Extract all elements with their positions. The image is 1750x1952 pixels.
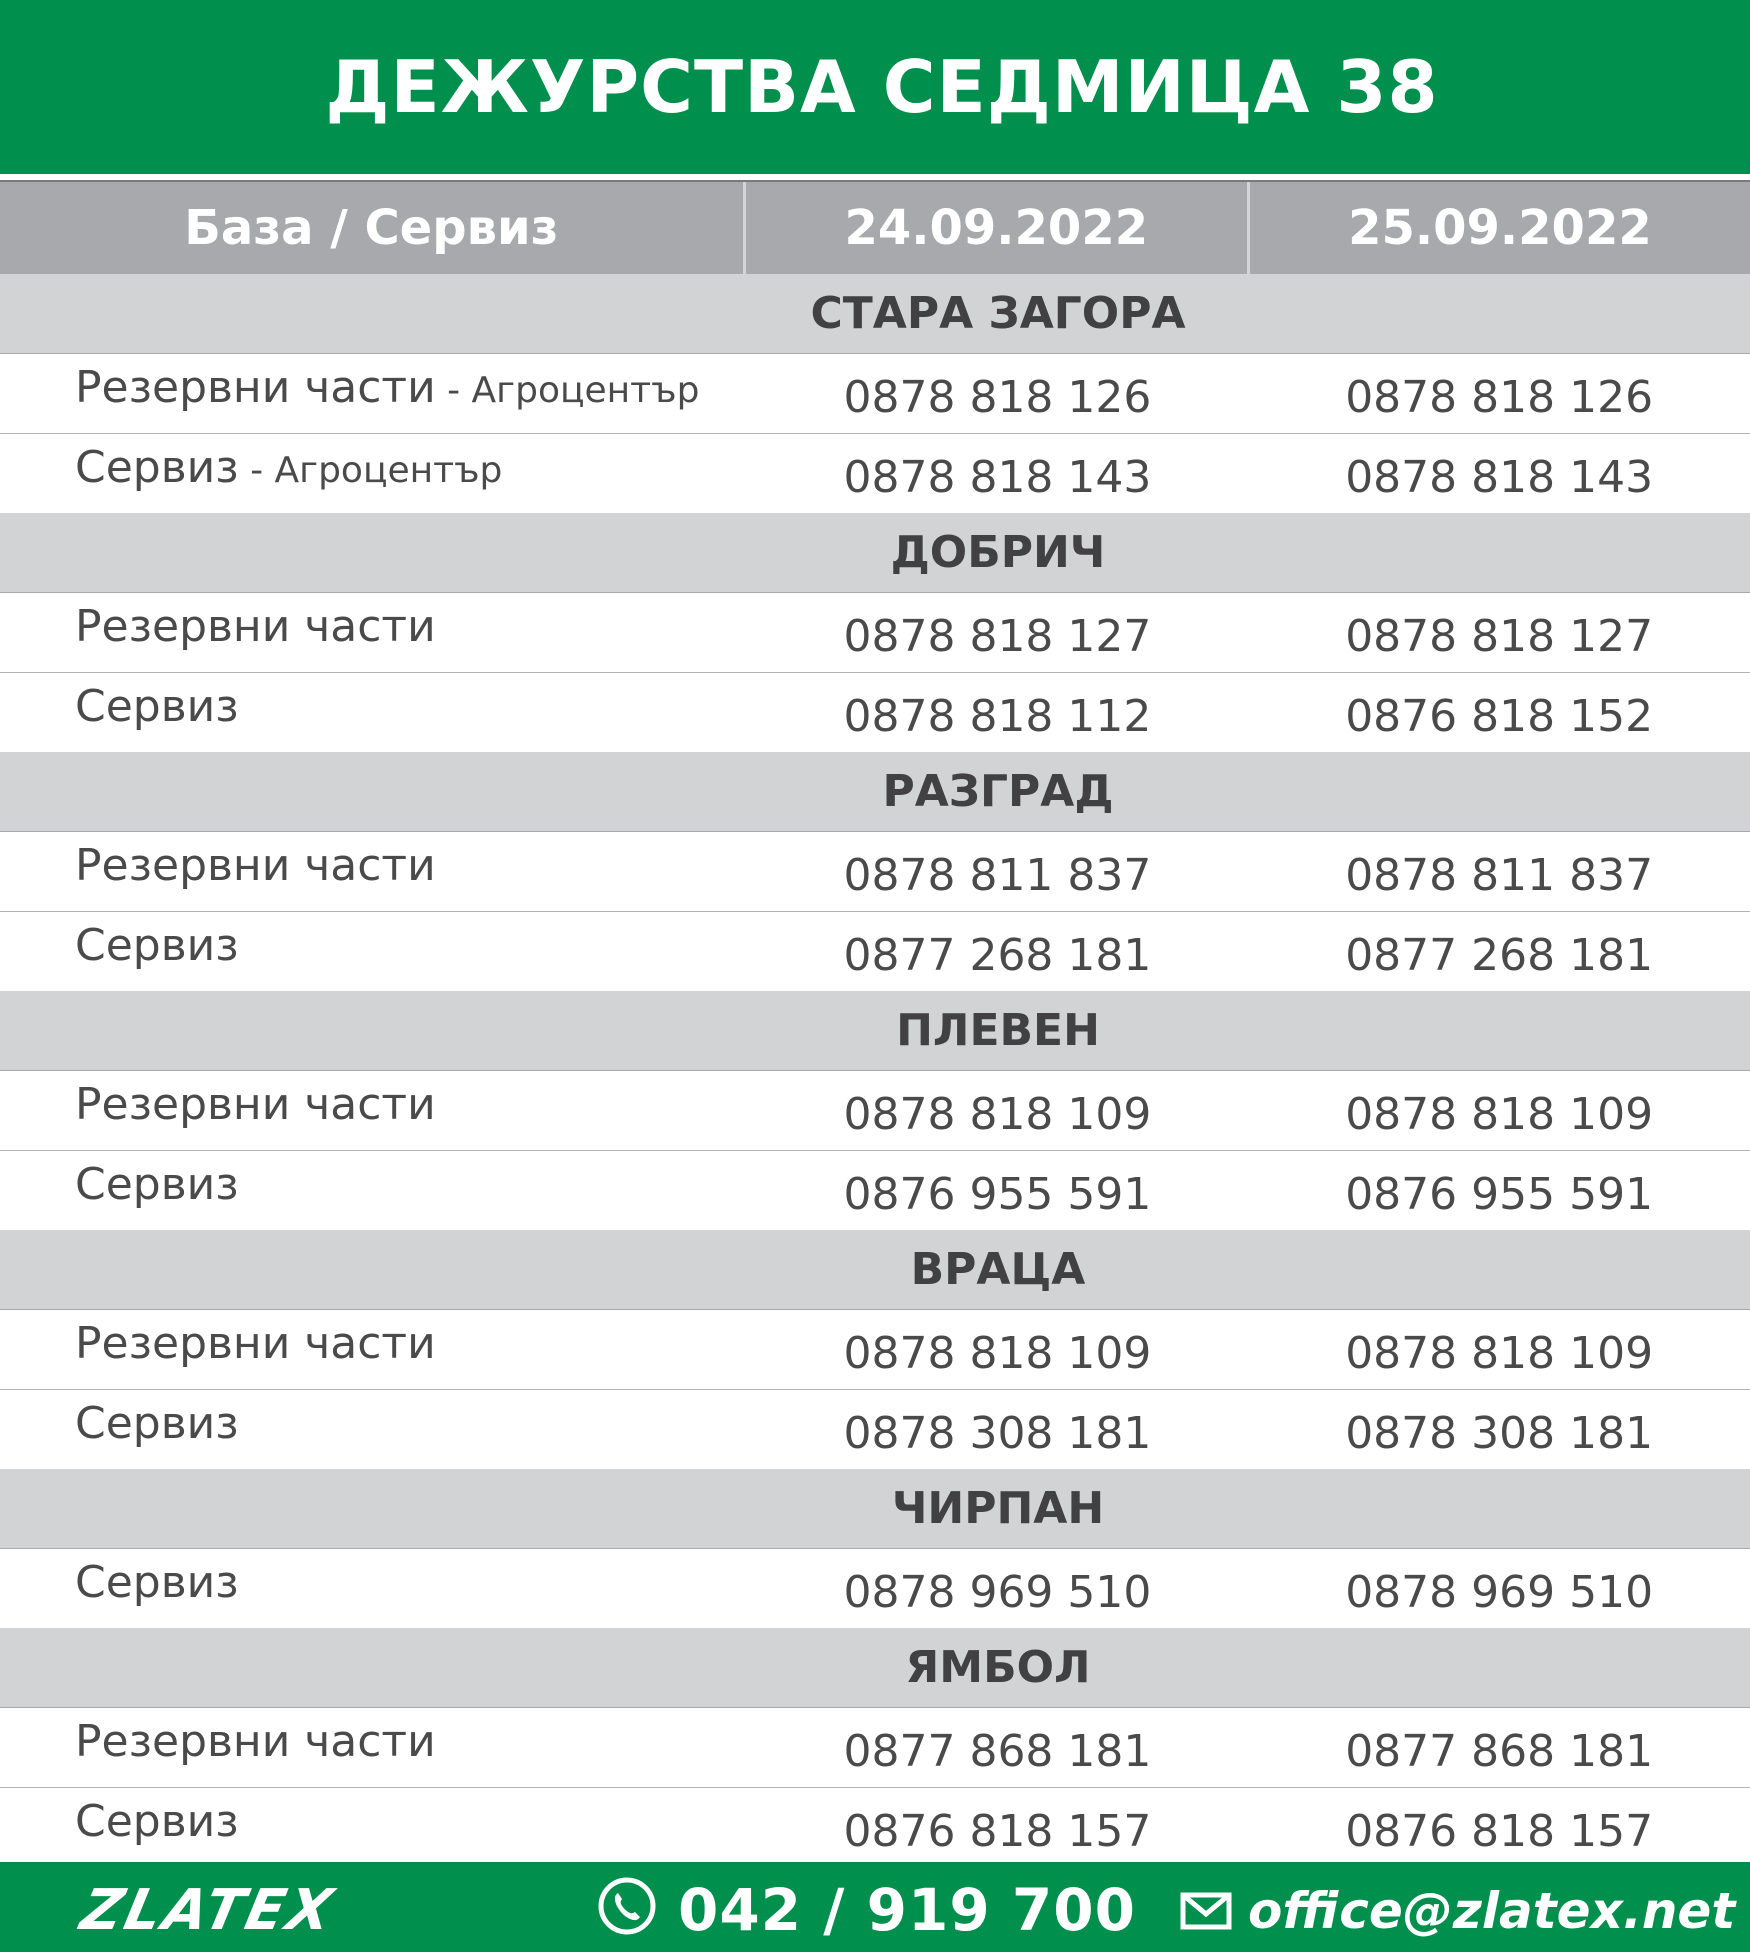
row-label-main: Сервиз (75, 920, 239, 971)
city-name: ДОБРИЧ (890, 527, 1106, 578)
city-name: ЯМБОЛ (905, 1642, 1091, 1693)
phone-cell-date-2: 0878 308 181 (1345, 1408, 1654, 1459)
row-label-main: Резервни части (75, 840, 436, 891)
row-label-main: Сервиз (75, 681, 239, 732)
row-label-main: Резервни части (75, 362, 436, 413)
section-row (0, 274, 1750, 354)
phone-cell-date-2: 0878 818 127 (1345, 611, 1654, 662)
phone-cell-date-2: 0878 818 109 (1345, 1328, 1654, 1379)
table-row (0, 1310, 1750, 1390)
table-header (0, 182, 1750, 274)
phone-cell-date-2: 0878 818 109 (1345, 1089, 1654, 1140)
row-label-main: Сервиз (75, 442, 239, 493)
phone-cell-date-2: 0876 818 152 (1345, 691, 1654, 742)
table-row (0, 1549, 1750, 1628)
row-label (0, 840, 747, 891)
row-label-location: - Агроцентър (238, 450, 503, 491)
phone-cell-date-1: 0878 818 143 (843, 452, 1152, 503)
row-label-main: Резервни части (75, 601, 436, 652)
phone-cell-date-2: 0878 818 126 (1345, 372, 1654, 423)
table-body (0, 274, 1750, 1867)
row-label-main: Сервиз (75, 1398, 239, 1449)
envelope-icon (1180, 1892, 1232, 1930)
table-row (0, 354, 1750, 434)
phone-cell-date-2: 0877 868 181 (1345, 1726, 1654, 1777)
phone-cell-date-1: 0878 818 112 (843, 691, 1152, 742)
table-row (0, 1708, 1750, 1788)
row-label-location: - Агроцентър (435, 370, 700, 411)
table-row (0, 1071, 1750, 1151)
page-title: ДЕЖУРСТВА СЕДМИЦА 38 (325, 45, 1439, 129)
row-label-main: Сервиз (75, 1557, 239, 1608)
table-row (0, 1788, 1750, 1867)
phone-cell-date-1: 0878 818 127 (843, 611, 1152, 662)
row-label (0, 1557, 747, 1608)
row-label (0, 1079, 747, 1130)
section-row (0, 1230, 1750, 1310)
row-label-main: Сервиз (75, 1796, 239, 1847)
zlatex-logo: ZLATEX (75, 1878, 341, 1943)
phone-cell-date-1: 0877 868 181 (843, 1726, 1152, 1777)
row-label (0, 1318, 747, 1369)
row-label (0, 362, 747, 413)
phone-number[interactable]: 042 / 919 700 (678, 1876, 1136, 1944)
phone-cell-date-2: 0878 818 143 (1345, 452, 1654, 503)
phone-cell-date-2: 0878 811 837 (1345, 850, 1654, 901)
phone-cell-date-1: 0878 818 126 (843, 372, 1152, 423)
phone-cell-date-1: 0878 969 510 (843, 1567, 1152, 1618)
header-date-1: 24.09.2022 (743, 182, 1247, 274)
phone-cell-date-2: 0877 268 181 (1345, 930, 1654, 981)
row-label-main: Резервни части (75, 1318, 436, 1369)
section-row (0, 752, 1750, 832)
table-row (0, 832, 1750, 912)
city-name: ЧИРПАН (891, 1483, 1105, 1534)
city-name: РАЗГРАД (882, 766, 1114, 817)
phone-icon (597, 1876, 657, 1936)
phone-cell-date-1: 0878 818 109 (843, 1089, 1152, 1140)
header-date-2: 25.09.2022 (1247, 182, 1750, 274)
header-base-service: База / Сервиз (184, 200, 559, 256)
row-label (0, 1398, 747, 1449)
phone-cell-date-1: 0878 818 109 (843, 1328, 1152, 1379)
city-name: ПЛЕВЕН (896, 1005, 1100, 1056)
phone-cell-date-1: 0878 308 181 (843, 1408, 1152, 1459)
table-row (0, 434, 1750, 513)
table-row (0, 912, 1750, 991)
phone-cell-date-2: 0876 955 591 (1345, 1169, 1654, 1220)
table-row (0, 673, 1750, 752)
section-row (0, 991, 1750, 1071)
row-label (0, 1796, 747, 1847)
row-label (0, 920, 747, 971)
phone-cell-date-1: 0876 818 157 (843, 1806, 1152, 1857)
phone-cell-date-1: 0878 811 837 (843, 850, 1152, 901)
row-label (0, 1159, 747, 1210)
section-row (0, 513, 1750, 593)
row-label-main: Резервни части (75, 1079, 436, 1130)
title-bar (0, 0, 1750, 174)
table-row (0, 1390, 1750, 1469)
row-label-main: Сервиз (75, 1159, 239, 1210)
footer-bar (0, 1862, 1750, 1952)
phone-cell-date-2: 0876 818 157 (1345, 1806, 1654, 1857)
row-label (0, 681, 747, 732)
phone-cell-date-1: 0877 268 181 (843, 930, 1152, 981)
table-row (0, 593, 1750, 673)
row-label (0, 1716, 747, 1767)
email-link[interactable]: office@zlatex.net (1248, 1882, 1736, 1940)
row-label (0, 601, 747, 652)
table-row (0, 1151, 1750, 1230)
phone-cell-date-1: 0876 955 591 (843, 1169, 1152, 1220)
phone-cell-date-2: 0878 969 510 (1345, 1567, 1654, 1618)
city-name: СТАРА ЗАГОРА (810, 288, 1186, 339)
row-label (0, 442, 747, 493)
row-label-main: Резервни части (75, 1716, 436, 1767)
schedule-table (0, 180, 1750, 1867)
section-row (0, 1628, 1750, 1708)
city-name: ВРАЦА (910, 1244, 1086, 1295)
section-row (0, 1469, 1750, 1549)
